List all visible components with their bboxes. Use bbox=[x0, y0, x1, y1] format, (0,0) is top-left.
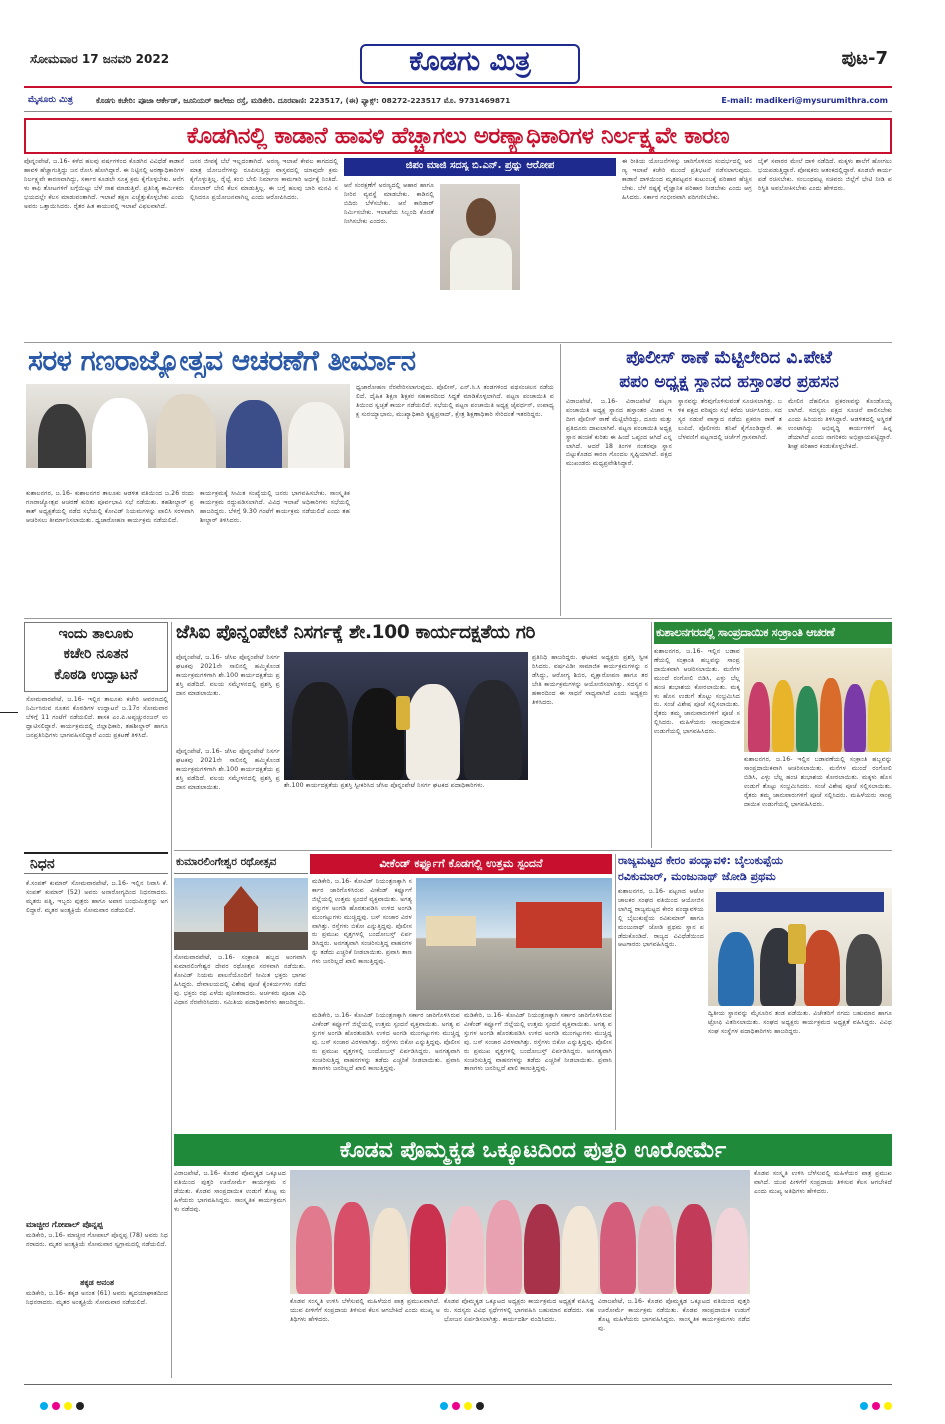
registration-mark-cyan bbox=[440, 1402, 448, 1410]
s3-bottom-rule bbox=[24, 618, 892, 619]
s7-person bbox=[844, 684, 866, 752]
contact-email: E-mail: madikeri@mysurumithra.com bbox=[721, 96, 888, 105]
s3-col1: ವಿರಾಜಪೇಟೆ, ಜ.16- ವಿರಾಜಪೇಟೆ ಪಟ್ಟಣ ಪಂಚಾಯಿತಿ ಅಧ್ಯಕ್ಷ ಸ್ಥಾನದ ಹಸ್ತಾಂತರ ವಿಚಾರ ಇದೀಗ ಪೊಲೀಸ್ ಠಾಣೆ ಮೆಟ್ಟಿಲೇರಿದ್ದು, ದೂರು ಮತ್ತು ಪ್ರತಿದೂರು ದಾಖಲಾಗಿವೆ. ಪಟ್ಟಣ ಪಂಚಾಯಿತಿ ಅಧ್ಯಕ್ಷ ಸ್ಥಾನ ಹಂಚಿಕೆ ಕುರಿತು ಈ ಹಿಂದೆ ಒಪ್ಪಂದ ಆಗಿದೆ ಎನ್ನಲಾಗಿದೆ. ಆದರೆ 18 ತಿಂಗಳ ನಂತರವೂ ಸ್ಥಾನ ಬಿಟ್ಟುಕೊಡದ ಕಾರಣ ಗೊಂದಲ ಸೃಷ್ಟಿಯಾಗಿದೆ. ಪಕ್ಷದ ಮುಖಂಡರು ಮಧ್ಯಪ್ರವೇಶಿಸಿದ್ದಾರೆ. bbox=[566, 398, 672, 468]
masthead bbox=[24, 42, 892, 92]
s1-col4: ಈ ರೀತಿಯ ಯೋಜನೆಗಳನ್ನು ಜಾರಿಗೊಳಿಸದ ಸಂದರ್ಭದಲ್ಲಿ ಅರಣ್ಯ ಇಲಾಖೆ ಕಚೇರಿ ಮುಂದೆ ಪ್ರತಿಭಟನೆ ನಡೆಸಲಾಗುವುದು. ಕಾಡಾನೆ ದಾಳಿಯಿಂದ ಮೃತಪಟ್ಟವರ ಕುಟುಂಬಕ್ಕೆ ಪರಿಹಾರ ಹೆಚ್ಚಿಸಬೇಕು. ಬೆಳೆ ನಷ್ಟಕ್ಕೆ ವೈಜ್ಞಾನಿಕ ಪರಿಹಾರ ನೀಡಬೇಕು ಎಂದು ಆಗ್ರಹಿಸಿದರು. ಸರ್ಕಾರ ಗಂಭೀರವಾಗಿ ಪರಿಗಣಿಸಬೇಕು. bbox=[622, 158, 752, 201]
s6-col2: ಪ್ರತಿನಿಧಿ ಹಾಜರಿದ್ದರು. ಘಟಕದ ಅಧ್ಯಕ್ಷರು ಪ್ರಶಸ್ತಿ ಸ್ವೀಕರಿಸಿದರು. ವರ್ಷವಿಡೀ ಸಾಮಾಜಿಕ ಕಾರ್ಯಕ್ರಮಗಳನ್ನು ನಡೆಸಿದ್ದು, ಆರೋಗ್ಯ ಶಿಬಿರ, ವೃಕ್ಷಾರೋಪಣ ಹಾಗೂ ತರಬೇತಿ ಕಾರ್ಯಕ್ರಮಗಳನ್ನು ಆಯೋಜಿಸಲಾಗಿತ್ತು. ಸದಸ್ಯರ ಸಹಕಾರದಿಂದ ಈ ಸಾಧನೆ ಸಾಧ್ಯವಾಗಿದೆ ಎಂದು ಅಧ್ಯಕ್ಷರು ತಿಳಿಸಿದರು. bbox=[532, 654, 648, 706]
s9-building-2 bbox=[426, 916, 476, 946]
s9-s10-divider bbox=[615, 854, 616, 1130]
registration-mark-yellow bbox=[464, 1402, 472, 1410]
s6-s7-divider bbox=[651, 622, 652, 848]
s8-headline: ಕುಮಾರಲಿಂಗೇಶ್ವರ ರಥೋತ್ಸವ bbox=[176, 856, 277, 868]
s9-headline: ವೀಕೆಂಡ್ ಕರ್ಫ್ಯೂಗೆ ಕೊಡಗಲ್ಲಿ ಉತ್ತಮ ಸ್ಪಂದನೆ bbox=[379, 857, 543, 870]
s6-col1b: ಪೊನ್ನಂಪೇಟೆ, ಜ.16- ಜೆಸಿಐ ಪೊನ್ನಂಪೇಟೆ ನಿಸರ್ಗ ಘಟಕವು 2021ನೇ ಸಾಲಿನಲ್ಲಿ ಹಮ್ಮಿಕೊಂಡ ಕಾರ್ಯಕ್ರಮಗಳಿಗಾಗಿ ಶೇ.100 ಕಾರ್ಯದಕ್ಷತೆಯ ಪ್ರಶಸ್ತಿ ಪಡೆದಿದೆ. ವಲಯ ಸಮ್ಮೇಳನದಲ್ಲಿ ಪ್ರಶಸ್ತಿ ಪ್ರದಾನ ಮಾಡಲಾಯಿತು. bbox=[176, 748, 280, 791]
s11-person bbox=[600, 1202, 636, 1294]
s1-col5: ಬೈಕ್ ಸವಾರರ ಮೇಲೆ ದಾಳಿ ನಡೆದಿದೆ. ಮಕ್ಕಳು ಶಾಲೆಗೆ ಹೋಗಲು ಭಯಪಡುತ್ತಿದ್ದಾರೆ. ಪೋಷಕರು ಆತಂಕದಲ್ಲಿದ್ದಾರೆ. ಕೂಡಲೇ ಕಾರ್ಯಪಡೆ ರಚಿಸಬೇಕು. ಸಂಬಂಧಪಟ್ಟ ಸಚಿವರು ಜಿಲ್ಲೆಗೆ ಭೇಟಿ ನೀಡಿ ಪರಿಸ್ಥಿತಿ ಅವಲೋಕಿಸಬೇಕು ಎಂದು ಹೇಳಿದರು. bbox=[758, 158, 892, 192]
s10-col2: ದ್ವಿತೀಯ ಸ್ಥಾನವನ್ನು ಮೈಸೂರಿನ ತಂಡ ಪಡೆಯಿತು. ವಿಜೇತರಿಗೆ ನಗದು ಬಹುಮಾನ ಹಾಗೂ ಟ್ರೋಫಿ ವಿತರಿಸಲಾಯಿತು. ಸಂಘದ ಅಧ್ಯಕ್ಷರು ಕಾರ್ಯಕ್ರಮದ ಅಧ್ಯಕ್ಷತೆ ವಹಿಸಿದ್ದರು. ವಿವಿಧ ಸಂಘ ಸಂಸ್ಥೆಗಳ ಪದಾಧಿಕಾರಿಗಳು ಹಾಜರಿದ್ದರು. bbox=[708, 1010, 892, 1035]
s9-empty-street-photo bbox=[416, 878, 612, 1010]
s7-festival-photo bbox=[744, 648, 892, 752]
s2-meeting-photo bbox=[26, 384, 350, 484]
s10-headline-line2: ರವಿಕುಮಾರ್, ಮಂಜುನಾಥ್ ಜೋಡಿ ಪ್ರಥಮ bbox=[618, 870, 776, 883]
s7-person bbox=[772, 680, 794, 752]
s11-headline: ಕೊಡವ ಪೊಮ್ಮಕ್ಕಡ ಒಕ್ಕೂಟದಿಂದ ಪುತ್ತರಿ ಊರೋರ್ಮೆ bbox=[339, 1138, 727, 1163]
row3-bottom-rule bbox=[174, 850, 892, 851]
s11-col4: ವಿರಾಜಪೇಟೆ, ಜ.16- ಕೊಡವ ಪೊಮ್ಮಕ್ಕಡ ಒಕ್ಕೂಟದ ವತಿಯಿಂದ ಪುತ್ತರಿ ಊರೋರ್ಮೆ ಕಾರ್ಯಕ್ರಮ ನಡೆಯಿತು. ಕೊಡವ ಸಾಂಪ್ರದಾಯಿಕ ಉಡುಗೆ ತೊಟ್ಟ ಮಹಿಳೆಯರು ಭಾಗವಹಿಸಿದ್ದರು. ಸಾಂಸ್ಕೃತಿಕ ಕಾರ್ಯಕ್ರಮಗಳು ನಡೆದವು. bbox=[598, 1298, 750, 1332]
registration-mark-cyan bbox=[860, 1402, 868, 1410]
s7-person bbox=[796, 686, 818, 752]
registration-mark-magenta bbox=[52, 1402, 60, 1410]
s11-col2: ಕೊಡವ ಸಂಸ್ಕೃತಿ ಉಳಿಸಿ ಬೆಳೆಸುವಲ್ಲಿ ಮಹಿಳೆಯರ ಪಾತ್ರ ಪ್ರಮುಖವಾಗಿದೆ. ಯುವ ಪೀಳಿಗೆಗೆ ಸಂಪ್ರದಾಯ ತಿಳಿಸುವ ಕೆಲಸ ಆಗಬೇಕಿದೆ ಎಂದು ಮುಖ್ಯ ಅತಿಥಿಗಳು ಹೇಳಿದರು. bbox=[290, 1298, 440, 1323]
s5-body: ಕೆ.ಸಂಪತ್ ಕುಮಾರ್ ಸೋಮವಾರಪೇಟೆ, ಜ.16- ಇಲ್ಲಿನ ನಿವಾಸಿ ಕೆ.ಸಂಪತ್ ಕುಮಾರ್ (52) ಅವರು ಅನಾರೋಗ್ಯದಿಂದ ನಿಧನರಾದರು. ಮೃತರು ಪತ್ನಿ, ಇಬ್ಬರು ಪುತ್ರರು ಹಾಗೂ ಅಪಾರ ಬಂಧುಮಿತ್ರರನ್ನು ಅಗಲಿದ್ದಾರೆ. ಮೃತರ ಅಂತ್ಯಕ್ರಿಯೆ ಸೋಮವಾರ ನಡೆಯಲಿದೆ. bbox=[26, 880, 168, 914]
s3-headline-line2: ಪಪಂ ಅಧ್ಯಕ್ಷ ಸ್ಥಾನದ ಹಸ್ತಾಂತರ ಪ್ರಹಸನ bbox=[619, 372, 839, 392]
s6-person bbox=[292, 682, 348, 780]
page-bottom-rule bbox=[24, 1384, 892, 1385]
s7-headline: ಕುಶಾಲನಗರದಲ್ಲಿ ಸಾಂಪ್ರದಾಯಿಕ ಸಂಕ್ರಾಂತಿ ಆಚರಣೆ bbox=[656, 625, 835, 639]
s5-headline: ನಿಧನ bbox=[30, 856, 55, 872]
s11-person bbox=[296, 1206, 332, 1294]
s11-person bbox=[562, 1206, 598, 1294]
s1-col2: ಜನರ ಜೀವಕ್ಕೆ ಬೆಲೆ ಇಲ್ಲದಂತಾಗಿದೆ. ಅರಣ್ಯ ಇಲಾಖೆ ಕೇವಲ ಕಾಗದದಲ್ಲಿ ಮಾತ್ರ ಯೋಜನೆಗಳನ್ನು ರೂಪಿಸುತ್ತಿದ್ದು ವಾಸ್ತವದಲ್ಲಿ ಯಾವುದೇ ಕ್ರಮ ಕೈಗೊಳ್ಳುತ್ತಿಲ್ಲ. ರೈಲ್ವೆ ಕಂಬಿ ಬೇಲಿ ನಿರ್ಮಾಣ ಕಾಮಗಾರಿ ಅರ್ಧಕ್ಕೆ ನಿಂತಿದೆ. ಸೋಲಾರ್ ಬೇಲಿ ಕೆಲಸ ಮಾಡುತ್ತಿಲ್ಲ. ಈ ಬಗ್ಗೆ ಹಲವು ಬಾರಿ ಮನವಿ ಸಲ್ಲಿಸಿದರೂ ಪ್ರಯೋಜನವಾಗಿಲ್ಲ ಎಂದು ಆರೋಪಿಸಿದರು. bbox=[190, 158, 338, 201]
s11-col1: ವಿರಾಜಪೇಟೆ, ಜ.16- ಕೊಡವ ಪೊಮ್ಮಕ್ಕಡ ಒಕ್ಕೂಟದ ವತಿಯಿಂದ ಪುತ್ತರಿ ಊರೋರ್ಮೆ ಕಾರ್ಯಕ್ರಮ ನಡೆಯಿತು. ಕೊಡವ ಸಾಂಪ್ರದಾಯಿಕ ಉಡುಗೆ ತೊಟ್ಟ ಮಹಿಳೆಯರು ಭಾಗವಹಿಸಿದ್ದರು. ಸಾಂಸ್ಕೃತಿಕ ಕಾರ್ಯಕ್ರಮಗಳು ನಡೆದವು. bbox=[174, 1170, 286, 1213]
s11-person bbox=[486, 1200, 522, 1294]
s2-s3-divider bbox=[560, 344, 561, 616]
s5-body-2: ಮಡಿಕೇರಿ, ಜ.16- ಮಾಚ್ಚೀರ ಗೋಪಾಲ್ ಪೊನ್ನಪ್ಪ (78) ಅವರು ನಿಧನರಾದರು. ಮೃತರ ಅಂತ್ಯಕ್ರಿಯೆ ಸೋಮವಾರ ಸ್ವಗ್ರಾಮದಲ್ಲಿ ನಡೆಯಲಿದೆ. bbox=[26, 1232, 168, 1248]
masthead-line bbox=[24, 86, 892, 88]
s11-person bbox=[334, 1202, 370, 1294]
registration-mark-black bbox=[76, 1402, 84, 1410]
s1-portrait-head bbox=[466, 198, 496, 236]
s10-headline-line1: ರಾಜ್ಯಮಟ್ಟದ ಕೇರಂ ಪಂದ್ಯಾವಳಿ: ಬೈಲುಕುಪ್ಪೆಯ bbox=[618, 854, 784, 867]
issue-date: ಸೋಮವಾರ 17 ಜನವರಿ 2022 bbox=[30, 52, 170, 66]
s10-carrom-photo bbox=[708, 888, 892, 1006]
margin-crop-mark bbox=[0, 712, 18, 713]
s8-chariot bbox=[224, 886, 258, 938]
s4-headline-line3: ಕೊಠಡಿ ಉದ್ಘಾಟನೆ bbox=[54, 667, 138, 683]
s5-body-3: ಮಡಿಕೇರಿ, ಜ.16- ತಕ್ಕಡ ಅನಂತ (61) ಅವರು ಹೃದಯಾಘಾತದಿಂದ ನಿಧನರಾದರು. ಮೃತರ ಅಂತ್ಯಕ್ರಿಯೆ ಸೋಮವಾರ ನಡೆಯಲಿದೆ. bbox=[26, 1290, 168, 1306]
s11-col3: ಕೊಡವ ಪೊಮ್ಮಕ್ಕಡ ಒಕ್ಕೂಟದ ಅಧ್ಯಕ್ಷರು ಕಾರ್ಯಕ್ರಮದ ಅಧ್ಯಕ್ಷತೆ ವಹಿಸಿದ್ದರು. ಸದಸ್ಯರು ವಿವಿಧ ಸ್ಪರ್ಧೆಗಳಲ್ಲಿ ಭಾಗವಹಿಸಿ ಬಹುಮಾನ ಪಡೆದರು. ಸಹಭೋಜನ ಏರ್ಪಡಿಸಲಾಗಿತ್ತು. ಕಾರ್ಯದರ್ಶಿ ವಂದಿಸಿದರು. bbox=[444, 1298, 594, 1323]
registration-mark-yellow bbox=[64, 1402, 72, 1410]
s11-person bbox=[448, 1206, 484, 1294]
paper-title: ಕೊಡಗು ಮಿತ್ರ bbox=[409, 46, 531, 77]
registration-mark-magenta bbox=[452, 1402, 460, 1410]
s6-trophy bbox=[396, 696, 410, 730]
s7-col1: ಕುಶಾಲನಗರ, ಜ.16- ಇಲ್ಲಿನ ಬಡಾವಣೆಯಲ್ಲಿ ಸಂಕ್ರಾಂತಿ ಹಬ್ಬವನ್ನು ಸಾಂಪ್ರದಾಯಿಕವಾಗಿ ಆಚರಿಸಲಾಯಿತು. ಮನೆಗಳ ಮುಂದೆ ರಂಗೋಲಿ ಬಿಡಿಸಿ, ಎಳ್ಳು ಬೆಲ್ಲ ಹಂಚಿ ಶುಭಾಶಯ ಕೋರಲಾಯಿತು. ಮಕ್ಕಳು ಹೊಸ ಉಡುಗೆ ತೊಟ್ಟು ಸಂಭ್ರಮಿಸಿದರು. ಸಂಜೆ ವಿಶೇಷ ಪೂಜೆ ಸಲ್ಲಿಸಲಾಯಿತು. ರೈತರು ತಮ್ಮ ಜಾನುವಾರುಗಳಿಗೆ ಪೂಜೆ ಸಲ್ಲಿಸಿದರು. ಮಹಿಳೆಯರು ಸಾಂಪ್ರದಾಯಿಕ ಉಡುಗೆಯಲ್ಲಿ ಭಾಗವಹಿಸಿದರು. bbox=[654, 648, 740, 736]
s6-col1: ಪೊನ್ನಂಪೇಟೆ, ಜ.16- ಜೆಸಿಐ ಪೊನ್ನಂಪೇಟೆ ನಿಸರ್ಗ ಘಟಕವು 2021ನೇ ಸಾಲಿನಲ್ಲಿ ಹಮ್ಮಿಕೊಂಡ ಕಾರ್ಯಕ್ರಮಗಳಿಗಾಗಿ ಶೇ.100 ಕಾರ್ಯದಕ್ಷತೆಯ ಪ್ರಶಸ್ತಿ ಪಡೆದಿದೆ. ವಲಯ ಸಮ್ಮೇಳನದಲ್ಲಿ ಪ್ರಶಸ್ತಿ ಪ್ರದಾನ ಮಾಡಲಾಯಿತು. bbox=[176, 654, 280, 697]
s9-col3: ಮಡಿಕೇರಿ, ಜ.16- ಕೋವಿಡ್ ನಿಯಂತ್ರಣಕ್ಕಾಗಿ ಸರ್ಕಾರ ಜಾರಿಗೊಳಿಸಿರುವ ವೀಕೆಂಡ್ ಕರ್ಫ್ಯೂಗೆ ಜಿಲ್ಲೆಯಲ್ಲಿ ಉತ್ತಮ ಸ್ಪಂದನೆ ವ್ಯಕ್ತವಾಯಿತು. ಅಗತ್ಯ ವಸ್ತುಗಳ ಅಂಗಡಿ ಹೊರತುಪಡಿಸಿ ಉಳಿದ ಅಂಗಡಿ ಮುಂಗಟ್ಟುಗಳು ಮುಚ್ಚಿದ್ದವು. ಬಸ್ ಸಂಚಾರ ವಿರಳವಾಗಿತ್ತು. ರಸ್ತೆಗಳು ಬಿಕೋ ಎನ್ನುತ್ತಿದ್ದವು. ಪೊಲೀಸರು ಪ್ರಮುಖ ವೃತ್ತಗಳಲ್ಲಿ ಬಂದೋಬಸ್ತ್ ಏರ್ಪಡಿಸಿದ್ದರು. ಅನಗತ್ಯವಾಗಿ ಸಂಚರಿಸುತ್ತಿದ್ದ ವಾಹನಗಳನ್ನು ತಡೆದು ಎಚ್ಚರಿಕೆ ನೀಡಲಾಯಿತು. ಪ್ರವಾಸಿ ತಾಣಗಳು ಜನರಿಲ್ಲದೆ ಖಾಲಿ ಕಾಣುತ್ತಿದ್ದವು. bbox=[464, 1012, 612, 1073]
brand-name: ಮೈಸೂರು ಮಿತ್ರ bbox=[28, 95, 73, 105]
page-number: ಪುಟ-7 bbox=[841, 48, 888, 69]
s3-col3: ಮೇಲಿನ ದೆಹಲಿಗೂ ಪ್ರಕರಣವನ್ನು ಕೊಂಡೊಯ್ಯಲಾಗಿದೆ. ಸದಸ್ಯರು ಪಕ್ಷದ ಸೂಚನೆ ಪಾಲಿಸಬೇಕು ಎಂದು ಹಿರಿಯರು ತಿಳಿಸಿದ್ದಾರೆ. ಆಡಳಿತದಲ್ಲಿ ಅಸ್ಥಿರತೆ ಉಂಟಾಗಿದ್ದು ಅಭಿವೃದ್ಧಿ ಕಾರ್ಯಗಳಿಗೆ ಹಿನ್ನಡೆಯಾಗಿದೆ ಎಂದು ನಾಗರಿಕರು ಅಭಿಪ್ರಾಯಪಟ್ಟಿದ್ದಾರೆ. ಶೀಘ್ರ ಪರಿಹಾರ ಕಂಡುಕೊಳ್ಳಬೇಕಿದೆ. bbox=[788, 398, 892, 450]
s1-kicker: ಜಿಪಂ ಮಾಜಿ ಸದಸ್ಯ ಬಿ.ಎನ್. ಪ್ರಥ್ಯು ಆರೋಪ bbox=[405, 160, 555, 171]
s3-col2: ಸ್ಥಾನವನ್ನು ತೆರವುಗೊಳಿಸುವಂತೆ ಸೂಚಿಸಲಾಗಿತ್ತು. ಬಳಿಕ ಪಕ್ಷದ ವರಿಷ್ಠರು ಸಭೆ ಕರೆದು ಚರ್ಚಿಸಿದರು. ಸದಸ್ಯರ ನಡುವೆ ವಾಗ್ವಾದ ನಡೆದು ಪ್ರಕರಣ ಠಾಣೆ ತಲುಪಿದೆ. ಪೊಲೀಸರು ತನಿಖೆ ಕೈಗೊಂಡಿದ್ದಾರೆ. ಈ ಬೆಳವಣಿಗೆ ಪಟ್ಟಣದಲ್ಲಿ ಚರ್ಚೆಗೆ ಗ್ರಾಸವಾಗಿದೆ. bbox=[678, 398, 782, 441]
s10-banner bbox=[716, 892, 884, 912]
contact-address: ಕೊಡಗು ಕಚೇರಿ: ಪೂಜಾ ಆರ್ಕೇಡ್, ಜೂನಿಯರ್ ಕಾಲೇಜು ರಸ್ತೆ, ಮಡಿಕೇರಿ. ದೂರವಾಣಿ: 223517, (ಈ) ಫ್ಯಾಕ್ಸ್: 08272-223517 ಮೊ. 9731469871 bbox=[96, 96, 511, 105]
s1-col1: ಪೊನ್ನಂಪೇಟೆ, ಜ.16- ಕಳೆದ ಹಲವು ವರ್ಷಗಳಿಂದ ಕೊಡಗಿನ ವಿವಿಧೆಡೆ ಕಾಡಾನೆ ಹಾವಳಿ ಹೆಚ್ಚಾಗುತ್ತಿದ್ದು ಜನ ರೋಸಿ ಹೋಗಿದ್ದಾರೆ. ಈ ನಿಟ್ಟಿನಲ್ಲಿ ಅರಣ್ಯಾಧಿಕಾರಿಗಳ ನಿರ್ಲಕ್ಷ್ಯವೇ ಕಾರಣವಾಗಿದ್ದು, ಸರ್ಕಾರ ಕೂಡಲೇ ಸೂಕ್ತ ಕ್ರಮ ಕೈಗೊಳ್ಳಬೇಕು. ಆನೆಗಳು ಕಾಫಿ ತೋಟಗಳಿಗೆ ಲಗ್ಗೆಯಿಟ್ಟು ಬೆಳೆ ನಾಶ ಮಾಡುತ್ತಿವೆ. ಪ್ರತಿನಿತ್ಯ ಕಾರ್ಮಿಕರು ಭಯದಲ್ಲೇ ಕೆಲಸ ಮಾಡುವಂತಾಗಿದೆ. ಇಲಾಖೆ ತಕ್ಷಣ ಎಚ್ಚೆತ್ತುಕೊಳ್ಳಬೇಕು ಎಂದು ಅವರು ಒತ್ತಾಯಿಸಿದರು. ರೈತರ ಹಿತ ಕಾಯುವಲ್ಲಿ ಇಲಾಖೆ ವಿಫಲವಾಗಿದೆ. bbox=[24, 158, 184, 210]
contact-strip bbox=[24, 92, 892, 112]
s11-group-photo bbox=[290, 1170, 750, 1294]
s11-person bbox=[524, 1204, 560, 1294]
s1-portrait-shirt bbox=[450, 238, 512, 290]
s6-person bbox=[464, 680, 522, 780]
s11-person bbox=[638, 1206, 674, 1294]
s7-person bbox=[820, 678, 842, 752]
s4-headline-line2: ಕಚೇರಿ ನೂತನ bbox=[63, 646, 129, 662]
s10-person bbox=[718, 932, 754, 1006]
s6-person bbox=[406, 684, 460, 780]
s7-col2: ಕುಶಾಲನಗರ, ಜ.16- ಇಲ್ಲಿನ ಬಡಾವಣೆಯಲ್ಲಿ ಸಂಕ್ರಾಂತಿ ಹಬ್ಬವನ್ನು ಸಾಂಪ್ರದಾಯಿಕವಾಗಿ ಆಚರಿಸಲಾಯಿತು. ಮನೆಗಳ ಮುಂದೆ ರಂಗೋಲಿ ಬಿಡಿಸಿ, ಎಳ್ಳು ಬೆಲ್ಲ ಹಂಚಿ ಶುಭಾಶಯ ಕೋರಲಾಯಿತು. ಮಕ್ಕಳು ಹೊಸ ಉಡುಗೆ ತೊಟ್ಟು ಸಂಭ್ರಮಿಸಿದರು. ಸಂಜೆ ವಿಶೇಷ ಪೂಜೆ ಸಲ್ಲಿಸಲಾಯಿತು. ರೈತರು ತಮ್ಮ ಜಾನುವಾರುಗಳಿಗೆ ಪೂಜೆ ಸಲ್ಲಿಸಿದರು. ಮಹಿಳೆಯರು ಸಾಂಪ್ರದಾಯಿಕ ಉಡುಗೆಯಲ್ಲಿ ಭಾಗವಹಿಸಿದರು. bbox=[744, 756, 892, 808]
s1-bottom-rule bbox=[24, 342, 892, 343]
s11-person bbox=[372, 1208, 408, 1294]
s11-person bbox=[410, 1204, 446, 1294]
s2-headline: ಸರಳ ಗಣರಾಜ್ಯೋತ್ಸವ ಆಚರಣೆಗೆ ತೀರ್ಮಾನ bbox=[28, 344, 416, 377]
s9-col1: ಮಡಿಕೇರಿ, ಜ.16- ಕೋವಿಡ್ ನಿಯಂತ್ರಣಕ್ಕಾಗಿ ಸರ್ಕಾರ ಜಾರಿಗೊಳಿಸಿರುವ ವೀಕೆಂಡ್ ಕರ್ಫ್ಯೂಗೆ ಜಿಲ್ಲೆಯಲ್ಲಿ ಉತ್ತಮ ಸ್ಪಂದನೆ ವ್ಯಕ್ತವಾಯಿತು. ಅಗತ್ಯ ವಸ್ತುಗಳ ಅಂಗಡಿ ಹೊರತುಪಡಿಸಿ ಉಳಿದ ಅಂಗಡಿ ಮುಂಗಟ್ಟುಗಳು ಮುಚ್ಚಿದ್ದವು. ಬಸ್ ಸಂಚಾರ ವಿರಳವಾಗಿತ್ತು. ರಸ್ತೆಗಳು ಬಿಕೋ ಎನ್ನುತ್ತಿದ್ದವು. ಪೊಲೀಸರು ಪ್ರಮುಖ ವೃತ್ತಗಳಲ್ಲಿ ಬಂದೋಬಸ್ತ್ ಏರ್ಪಡಿಸಿದ್ದರು. ಅನಗತ್ಯವಾಗಿ ಸಂಚರಿಸುತ್ತಿದ್ದ ವಾಹನಗಳನ್ನು ತಡೆದು ಎಚ್ಚರಿಕೆ ನೀಡಲಾಯಿತು. ಪ್ರವಾಸಿ ತಾಣಗಳು ಜನರಿಲ್ಲದೆ ಖಾಲಿ ಕಾಣುತ್ತಿದ್ದವು. bbox=[312, 878, 412, 966]
s6-award-photo bbox=[284, 652, 528, 780]
s1-portrait-photo bbox=[440, 184, 520, 290]
s1-col3: ಆನೆ ಸಂರಕ್ಷಣೆಗೆ ಅರಣ್ಯದಲ್ಲಿ ಆಹಾರ ಹಾಗೂ ನೀರಿನ ವ್ಯವಸ್ಥೆ ಮಾಡಬೇಕು. ಕಾಡಿನಲ್ಲಿ ಬಿದಿರು ಬೆಳೆಸಬೇಕು. ಆನೆ ಕಾರಿಡಾರ್ ನಿರ್ಮಿಸಬೇಕು. ಇಲಾಖೆಯ ಸಿಬ್ಬಂದಿ ಕೊರತೆ ನೀಗಿಸಬೇಕು ಎಂದರು. bbox=[344, 182, 434, 225]
s1-headline: ಕೊಡಗಿನಲ್ಲಿ ಕಾಡಾನೆ ಹಾವಳಿ ಹೆಚ್ಚಾಗಲು ಅರಣ್ಯಾಧಿಕಾರಿಗಳ ನಿರ್ಲಕ್ಷ್ಯವೇ ಕಾರಣ bbox=[186, 123, 730, 149]
s11-col5: ಕೊಡವ ಸಂಸ್ಕೃತಿ ಉಳಿಸಿ ಬೆಳೆಸುವಲ್ಲಿ ಮಹಿಳೆಯರ ಪಾತ್ರ ಪ್ರಮುಖವಾಗಿದೆ. ಯುವ ಪೀಳಿಗೆಗೆ ಸಂಪ್ರದಾಯ ತಿಳಿಸುವ ಕೆಲಸ ಆಗಬೇಕಿದೆ ಎಂದು ಮುಖ್ಯ ಅತಿಥಿಗಳು ಹೇಳಿದರು. bbox=[754, 1170, 892, 1195]
s8-chariot-photo bbox=[174, 878, 308, 950]
s6-caption: ಶೇ.100 ಕಾರ್ಯದಕ್ಷತೆಯ ಪ್ರಶಸ್ತಿ ಸ್ವೀಕರಿಸಿದ ಜೆಸಿಐ ಪೊನ್ನಂಪೇಟೆ ನಿಸರ್ಗ ಘಟಕದ ಪದಾಧಿಕಾರಿಗಳು. bbox=[284, 782, 485, 789]
s11-person bbox=[676, 1204, 712, 1294]
s3-headline-line1: ಪೊಲೀಸ್ ಠಾಣೆ ಮೆಟ್ಟಿಲೇರಿದ ವಿ.ಪೇಟೆ bbox=[626, 348, 832, 368]
left-column-divider bbox=[171, 622, 172, 1378]
s4-body: ಸೋಮವಾರಪೇಟೆ, ಜ.16- ಇಲ್ಲಿನ ತಾಲೂಕು ಕಚೇರಿ ಆವರಣದಲ್ಲಿ ನಿರ್ಮಿಸಿರುವ ನೂತನ ಕೊಠಡಿಗಳ ಉದ್ಘಾಟನೆ ಜ.17ರ ಸೋಮವಾರ ಬೆಳಿಗ್ಗೆ 11 ಗಂಟೆಗೆ ನಡೆಯಲಿದೆ. ಶಾಸಕ ಎಂ.ಪಿ.ಅಪ್ಪಚ್ಚುರಂಜನ್ ಉದ್ಘಾಟಿಸಲಿದ್ದಾರೆ. ಕಾರ್ಯಕ್ರಮದಲ್ಲಿ ಜಿಲ್ಲಾಧಿಕಾರಿ, ತಹಶೀಲ್ದಾರ್ ಹಾಗೂ ಜನಪ್ರತಿನಿಧಿಗಳು ಭಾಗವಹಿಸಲಿದ್ದಾರೆ ಎಂದು ಪ್ರಕಟಣೆ ತಿಳಿಸಿದೆ. bbox=[26, 696, 168, 739]
s7-person bbox=[868, 680, 890, 752]
registration-mark-yellow bbox=[884, 1402, 892, 1410]
s5-subhead-2: ತಕ್ಕಡ ಅನಂತ bbox=[80, 1278, 114, 1287]
s8-body: ಸೋಮವಾರಪೇಟೆ, ಜ.16- ಸಂಕ್ರಾಂತಿ ಹಬ್ಬದ ಅಂಗವಾಗಿ ಕುಮಾರಲಿಂಗೇಶ್ವರ ದೇವರ ರಥೋತ್ಸವ ಸರಳವಾಗಿ ನಡೆಯಿತು. ಕೋವಿಡ್ ನಿಯಮ ಪಾಲನೆಯೊಂದಿಗೆ ಸೀಮಿತ ಭಕ್ತರು ಭಾಗವಹಿಸಿದ್ದರು. ದೇವಾಲಯದಲ್ಲಿ ವಿಶೇಷ ಪೂಜೆ ಕೈಂಕರ್ಯಗಳು ನಡೆದವು. ಭಕ್ತರು ರಥ ಎಳೆದು ಪುನೀತರಾದರು. ಅರ್ಚಕರು ಪೂಜಾ ವಿಧಿ ವಿಧಾನ ನೆರವೇರಿಸಿದರು. ಸಮಿತಿಯ ಪದಾಧಿಕಾರಿಗಳು ಹಾಜರಿದ್ದರು. bbox=[174, 954, 306, 1006]
s10-person bbox=[846, 934, 882, 1006]
s4-headline-line1: ಇಂದು ತಾಲೂಕು bbox=[58, 626, 134, 642]
s10-col1: ಕುಶಾಲನಗರ, ಜ.16- ಪಟ್ಟಣದ ಆಟೋ ಚಾಲಕರ ಸಂಘದ ವತಿಯಿಂದ ಆಯೋಜಿಸಲಾಗಿದ್ದ ರಾಜ್ಯಮಟ್ಟದ ಕೇರಂ ಪಂದ್ಯಾವಳಿಯಲ್ಲಿ ಬೈಲುಕುಪ್ಪೆಯ ರವಿಕುಮಾರ್ ಹಾಗೂ ಮಂಜುನಾಥ್ ಜೋಡಿ ಪ್ರಥಮ ಸ್ಥಾನ ಪಡೆದುಕೊಂಡಿದೆ. ರಾಜ್ಯದ ವಿವಿಧೆಡೆಯಿಂದ ಆಟಗಾರರು ಭಾಗವಹಿಸಿದ್ದರು. bbox=[618, 888, 704, 949]
s10-trophy bbox=[788, 924, 806, 964]
s6-headline: ಜೆಸಿಐ ಪೊನ್ನಂಪೇಟೆ ನಿಸರ್ಗಕ್ಕೆ ಶೇ.100 ಕಾರ್ಯದಕ್ಷತೆಯ ಗರಿ bbox=[176, 622, 536, 643]
s2-col2: ಕಾರ್ಯಕ್ರಮಕ್ಕೆ ಸೀಮಿತ ಸಂಖ್ಯೆಯಲ್ಲಿ ಜನರು ಭಾಗವಹಿಸಬೇಕು. ಸಾಂಸ್ಕೃತಿಕ ಕಾರ್ಯಕ್ರಮ ರದ್ದುಪಡಿಸಲಾಗಿದೆ. ವಿವಿಧ ಇಲಾಖೆ ಅಧಿಕಾರಿಗಳು ಸಭೆಯಲ್ಲಿ ಹಾಜರಿದ್ದರು. ಬೆಳಿಗ್ಗೆ 9.30 ಗಂಟೆಗೆ ಕಾರ್ಯಕ್ರಮ ನಡೆಯಲಿದೆ ಎಂದು ತಹಶೀಲ್ದಾರ್ ತಿಳಿಸಿದರು. bbox=[200, 490, 350, 524]
s2-col3: ಧ್ವಜಾರೋಹಣ ನೆರವೇರಿಸಲಾಗುವುದು. ಪೊಲೀಸ್, ಎನ್.ಸಿ.ಸಿ ತಂಡಗಳಿಂದ ಪಥಸಂಚಲನ ನಡೆಯಲಿದೆ. ದೈಹಿಕ ಶಿಕ್ಷಣ ಶಿಕ್ಷಕರ ಸಹಕಾರದಿಂದ ಸಿದ್ಧತೆ ಮಾಡಿಕೊಳ್ಳಲಾಗಿದೆ. ಪಟ್ಟಣ ಪಂಚಾಯಿತಿ ವತಿಯಿಂದ ಸ್ವಚ್ಛತೆ ಕಾರ್ಯ ನಡೆಯಲಿದೆ. ಸಭೆಯಲ್ಲಿ ಪಟ್ಟಣ ಪಂಚಾಯಿತಿ ಅಧ್ಯಕ್ಷ ಜೈವರ್ಧನ್, ಉಪಾಧ್ಯಕ್ಷ ಸುರಯ್ಯಾಭಾನು, ಮುಖ್ಯಾಧಿಕಾರಿ ಕೃಷ್ಣಪ್ರಸಾದ್, ಕ್ಷೇತ್ರ ಶಿಕ್ಷಣಾಧಿಕಾರಿ ಸೇರಿದಂತೆ ಇತರರಿದ್ದರು. bbox=[356, 384, 554, 418]
s7-person bbox=[748, 682, 770, 752]
registration-mark-cyan bbox=[40, 1402, 48, 1410]
s5-subhead-1: ಮಾಚ್ಚೀರ ಗೋಪಾಲ್ ಪೊನ್ನಪ್ಪ bbox=[26, 1220, 103, 1229]
registration-mark-magenta bbox=[872, 1402, 880, 1410]
s10-person bbox=[804, 930, 840, 1006]
s2-table bbox=[26, 468, 350, 484]
s9-col2: ಮಡಿಕೇರಿ, ಜ.16- ಕೋವಿಡ್ ನಿಯಂತ್ರಣಕ್ಕಾಗಿ ಸರ್ಕಾರ ಜಾರಿಗೊಳಿಸಿರುವ ವೀಕೆಂಡ್ ಕರ್ಫ್ಯೂಗೆ ಜಿಲ್ಲೆಯಲ್ಲಿ ಉತ್ತಮ ಸ್ಪಂದನೆ ವ್ಯಕ್ತವಾಯಿತು. ಅಗತ್ಯ ವಸ್ತುಗಳ ಅಂಗಡಿ ಹೊರತುಪಡಿಸಿ ಉಳಿದ ಅಂಗಡಿ ಮುಂಗಟ್ಟುಗಳು ಮುಚ್ಚಿದ್ದವು. ಬಸ್ ಸಂಚಾರ ವಿರಳವಾಗಿತ್ತು. ರಸ್ತೆಗಳು ಬಿಕೋ ಎನ್ನುತ್ತಿದ್ದವು. ಪೊಲೀಸರು ಪ್ರಮುಖ ವೃತ್ತಗಳಲ್ಲಿ ಬಂದೋಬಸ್ತ್ ಏರ್ಪಡಿಸಿದ್ದರು. ಅನಗತ್ಯವಾಗಿ ಸಂಚರಿಸುತ್ತಿದ್ದ ವಾಹನಗಳನ್ನು ತಡೆದು ಎಚ್ಚರಿಕೆ ನೀಡಲಾಯಿತು. ಪ್ರವಾಸಿ ತಾಣಗಳು ಜನರಿಲ್ಲದೆ ಖಾಲಿ ಕಾಣುತ್ತಿದ್ದವು. bbox=[312, 1012, 460, 1073]
s8-crowd-band bbox=[174, 932, 308, 950]
s11-person bbox=[714, 1208, 748, 1294]
s2-col1: ಕುಶಾಲನಗರ, ಜ.16- ಕುಶಾಲನಗರ ತಾಲೂಕು ಆಡಳಿತ ವತಿಯಿಂದ ಜ.26 ರಂದು ಗಣರಾಜ್ಯೋತ್ಸವ ಆಚರಣೆ ಕುರಿತು ಪೂರ್ವಭಾವಿ ಸಭೆ ನಡೆಯಿತು. ತಹಶೀಲ್ದಾರ್ ಪ್ರಕಾಶ್ ಅಧ್ಯಕ್ಷತೆಯಲ್ಲಿ ನಡೆದ ಸಭೆಯಲ್ಲಿ ಕೋವಿಡ್ ನಿಯಮಗಳನ್ನು ಪಾಲಿಸಿ ಸರಳವಾಗಿ ಆಚರಿಸಲು ತೀರ್ಮಾನಿಸಲಾಯಿತು. ಧ್ವಜಾರೋಹಣ ಕಾರ್ಯಕ್ರಮ ನಡೆಯಲಿದೆ. bbox=[26, 490, 194, 524]
registration-mark-black bbox=[476, 1402, 484, 1410]
s9-building bbox=[516, 902, 602, 948]
